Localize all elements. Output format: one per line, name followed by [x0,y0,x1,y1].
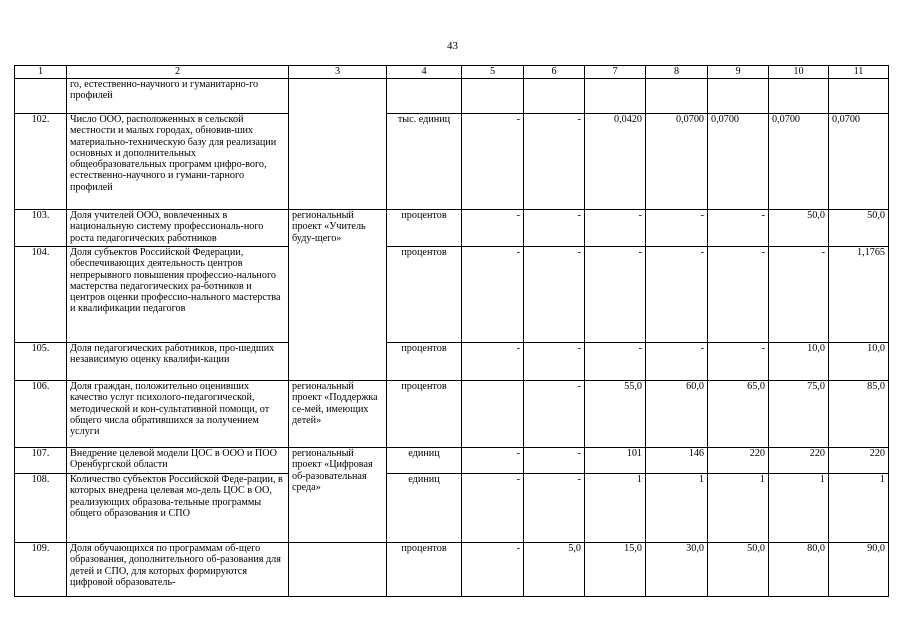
page-number: 43 [447,40,458,52]
value-cell [524,79,585,114]
value-cell: - [585,210,646,247]
value-cell: - [524,448,585,474]
value-cell: 1 [708,474,769,543]
row-number [15,79,67,114]
value-cell: 80,0 [769,543,829,597]
row-number: 102. [15,114,67,210]
unit-cell: единиц [387,448,462,474]
table-row [15,543,889,597]
row-number: 103. [15,210,67,247]
project-cell: региональный проект «Учитель буду-щего» [289,210,387,381]
table-row [15,474,889,543]
unit-cell: процентов [387,543,462,597]
value-cell: 10,0 [769,343,829,381]
value-cell: - [462,247,524,343]
header-cell: 1 [15,66,67,79]
value-cell: 0,0700 [708,114,769,210]
row-number: 108. [15,474,67,543]
header-cell: 8 [646,66,708,79]
project-cell: региональный проект «Поддержка се-мей, имеющих детей» [289,381,387,448]
row-number: 109. [15,543,67,597]
header-cell: 3 [289,66,387,79]
table-row [15,343,889,381]
value-cell: 75,0 [769,381,829,448]
value-cell: - [524,114,585,210]
project-cell-empty [289,543,387,597]
value-cell [769,79,829,114]
value-cell [462,381,524,448]
value-cell: 220 [769,448,829,474]
value-cell: 90,0 [829,543,889,597]
row-number: 105. [15,343,67,381]
value-cell: 5,0 [524,543,585,597]
header-row [15,66,889,79]
value-cell: - [708,343,769,381]
value-cell: 1 [646,474,708,543]
indicator-name: Доля педагогических работников, про-шедших независимую оценку квалифи-кации [67,343,289,381]
value-cell: 0,0420 [585,114,646,210]
table-row [15,114,889,210]
value-cell: 15,0 [585,543,646,597]
value-cell: - [646,210,708,247]
unit-cell [387,79,462,114]
value-cell [829,79,889,114]
value-cell: 1 [585,474,646,543]
table-row [15,79,889,114]
row-number: 107. [15,448,67,474]
value-cell: 1,1765 [829,247,889,343]
indicator-name: Количество субъектов Российской Феде-рации, в которых внедрена целевая мо-дель ЦОС в ОО, реализующих образова-тельные программы общего образования и СПО [67,474,289,543]
project-cell: региональный проект «Цифровая об-разовательная среда» [289,448,387,543]
table-row [15,448,889,474]
header-cell: 7 [585,66,646,79]
value-cell: 10,0 [829,343,889,381]
project-cell-empty [289,79,387,210]
indicator-name: Доля обучающихся по программам об-щего образования, дополнительного об-разования для детей и СПО, для которых формируются цифровой образователь- [67,543,289,597]
table-row [15,210,889,247]
value-cell: 220 [708,448,769,474]
value-cell: - [462,474,524,543]
value-cell: 220 [829,448,889,474]
indicator-name: Число ООО, расположенных в сельской местности и малых городах, обновив-ших материально-техническую базу для реализации основных и дополнительных общеобразовательных программ цифро-вого, естественно-научного и гумани-тарного профилей [67,114,289,210]
value-cell: - [462,114,524,210]
value-cell [708,79,769,114]
value-cell: 50,0 [829,210,889,247]
value-cell: 0,0700 [829,114,889,210]
value-cell: - [708,210,769,247]
value-cell: 85,0 [829,381,889,448]
indicator-name: Доля субъектов Российской Федерации, обеспечивающих деятельность центров непрерывного повышения профессио-нального мастерства педагогических ра-ботников и центров оценки профессио-нального мастерства и квалификации педагогов [67,247,289,343]
table-row [15,381,889,448]
indicator-name: Доля учителей ООО, вовлеченных в национальную систему профессиональ-ного роста педагогических работников [67,210,289,247]
value-cell: 50,0 [769,210,829,247]
header-cell: 6 [524,66,585,79]
indicator-name: го, естественно-научного и гуманитарно-го профилей [67,79,289,114]
value-cell: - [462,543,524,597]
unit-cell: процентов [387,247,462,343]
value-cell: - [708,247,769,343]
value-cell: - [524,474,585,543]
unit-cell: процентов [387,343,462,381]
header-cell: 4 [387,66,462,79]
value-cell: - [524,343,585,381]
indicators-table [14,65,889,597]
header-cell: 9 [708,66,769,79]
value-cell: 1 [769,474,829,543]
value-cell [646,79,708,114]
unit-cell: тыс. единиц [387,114,462,210]
row-number: 104. [15,247,67,343]
unit-cell: единиц [387,474,462,543]
value-cell: - [585,343,646,381]
value-cell: - [585,247,646,343]
value-cell: 60,0 [646,381,708,448]
table-row [15,247,889,343]
value-cell: - [462,210,524,247]
header-cell: 2 [67,66,289,79]
value-cell: - [524,247,585,343]
indicator-name: Внедрение целевой модели ЦОС в ООО и ПОО Оренбургской области [67,448,289,474]
header-cell: 11 [829,66,889,79]
value-cell: - [524,210,585,247]
value-cell: 50,0 [708,543,769,597]
indicator-name: Доля граждан, положительно оценивших качество услуг психолого-педагогической, методической и кон-сультативной помощи, от общего числа обратившихся за получением услуги [67,381,289,448]
unit-cell: процентов [387,381,462,448]
value-cell [585,79,646,114]
value-cell: 65,0 [708,381,769,448]
header-cell: 5 [462,66,524,79]
row-number: 106. [15,381,67,448]
value-cell: 146 [646,448,708,474]
value-cell: - [462,448,524,474]
value-cell: 30,0 [646,543,708,597]
value-cell: 0,0700 [769,114,829,210]
value-cell: - [524,381,585,448]
value-cell: - [646,343,708,381]
value-cell: - [646,247,708,343]
value-cell: - [462,343,524,381]
value-cell: 1 [829,474,889,543]
value-cell: 101 [585,448,646,474]
value-cell [462,79,524,114]
unit-cell: процентов [387,210,462,247]
value-cell: - [769,247,829,343]
value-cell: 55,0 [585,381,646,448]
header-cell: 10 [769,66,829,79]
value-cell: 0,0700 [646,114,708,210]
